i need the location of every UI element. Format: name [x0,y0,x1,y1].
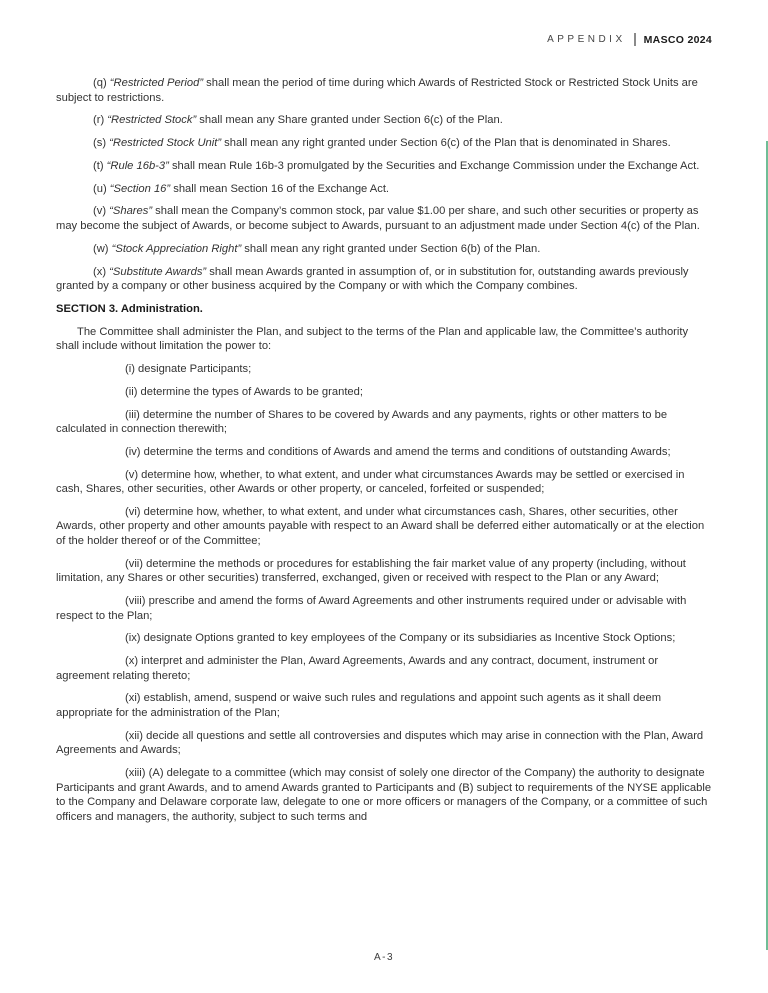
defined-term: “Shares” [109,205,153,218]
power-text: designate Options granted to key employees of the Company or its subsidiaries as Incentive Stock Options; [143,632,676,645]
defined-term: “Substitute Awards” [109,265,207,278]
power-numeral: (xii) [125,729,144,742]
power-text: establish, amend, suspend or waive such rules and regulations and appoint such agents as it shall deem appropriate for the administration of the Plan; [56,692,662,719]
power-item [56,468,714,497]
power-numeral: (vi) [125,505,141,518]
definition-letter: (t) [93,159,104,172]
power-text: determine the terms and conditions of Awards and amend the terms and conditions of outstanding Awards; [143,445,671,458]
definition-paragraph [56,204,714,233]
power-text: interpret and administer the Plan, Award Agreements, Awards and any contract, document, instrument or agreement relating thereto; [56,655,659,682]
power-numeral: (iii) [125,408,140,421]
definition-text: shall mean Awards granted in assumption of, or in substitution for, outstanding awards previously granted by a company or other business acquired by the Company or with which the Company combines. [56,265,689,293]
powers-list [56,362,714,824]
power-numeral: (ix) [125,632,141,645]
defined-term: “Rule 16b-3” [106,159,169,172]
defined-term: “Section 16” [109,182,171,195]
power-numeral: (v) [125,468,139,481]
power-item [56,654,714,683]
power-numeral: (x) [125,655,139,668]
header-divider [634,33,636,46]
definition-letter: (x) [93,265,107,278]
definition-text: shall mean any right granted under Section 6(c) of the Plan that is denominated in Shares. [221,137,671,150]
power-item [56,631,714,646]
definition-letter: (r) [93,114,105,127]
section-intro: The Committee shall administer the Plan, and subject to the terms of the Plan and applicable law, the Committee’s authority shall include without limitation the power to: [56,325,689,353]
definition-paragraph [56,136,714,151]
power-numeral: (ii) [125,385,138,398]
appendix-label: APPENDIX [547,34,626,45]
definition-paragraph [56,242,714,257]
definition-paragraph [56,113,714,128]
defined-term: “Stock Appreciation Right” [111,242,242,255]
defined-term: “Restricted Stock” [107,114,197,127]
power-item [56,445,714,460]
document-body [56,76,714,824]
power-item [56,766,714,824]
power-text: determine the types of Awards to be granted; [140,385,363,398]
power-numeral: (i) [125,362,135,375]
brand-label: MASCO 2024 [643,33,712,46]
defined-term: “Restricted Stock Unit” [109,137,222,150]
power-item [56,408,714,437]
definition-paragraph [56,76,714,105]
definitions-list [56,76,714,294]
power-numeral: (iv) [125,445,141,458]
power-numeral: (xiii) [125,767,146,780]
power-text: prescribe and amend the forms of Award Agreements and other instruments required under or advisable with respect to the Plan; [56,595,687,622]
power-text: decide all questions and settle all controversies and disputes which may arise in connection with the Plan, Award Agreements and Awards; [56,729,704,757]
page-header [547,33,712,46]
power-text: determine how, whether, to what extent, and under what circumstances cash, Shares, other securities, other Awards, other property and other amounts payable with respect to an Award shall be deferred either automatically or at the election of the holder thereof or of the Committee; [56,505,705,547]
power-text: determine the number of Shares to be covered by Awards and any payments, rights or other matters to be calculated in connection therewith; [56,408,668,436]
power-numeral: (xi) [125,692,141,705]
definition-letter: (q) [93,77,107,89]
power-item [56,385,714,400]
power-item [56,505,714,549]
power-numeral: (vii) [125,557,144,570]
power-item [56,729,714,758]
power-text: determine how, whether, to what extent, and under what circumstances Awards may be settled or exercised in cash, Shares, other securities, other Awards or other property, or canceled, forfeited or suspended; [56,468,685,496]
section-heading: SECTION 3. Administration. [56,302,203,315]
definition-paragraph [56,182,714,197]
defined-term: “Restricted Period” [109,77,204,89]
power-text: (A) delegate to a committee (which may consist of solely one director of the Company) the authority to designate Participants and grant Awards, and to amend Awards granted to Participants and (B) subject to requirements of the NYSE applicable to the Company and Delaware corporate law, delegate to one or more officers or managers of the Company, or a committee of such officers and managers, the authority, subject to such terms and [56,767,712,823]
definition-text: shall mean Section 16 of the Exchange Act. [170,182,390,195]
definition-text: shall mean Rule 16b-3 promulgated by the Securities and Exchange Commission under the Exchange Act. [168,159,700,172]
definition-text: shall mean any right granted under Section 6(b) of the Plan. [241,242,541,255]
definition-letter: (v) [93,205,107,218]
definition-letter: (s) [93,137,107,150]
definition-text: shall mean any Share granted under Section 6(c) of the Plan. [196,114,503,127]
definition-paragraph [56,265,714,294]
power-item [56,691,714,720]
power-numeral: (viii) [125,595,146,608]
page-footer [0,952,768,963]
power-item [56,594,714,623]
power-item [56,362,714,377]
definition-letter: (w) [93,242,109,255]
page-number: A-3 [373,952,395,963]
power-text: determine the methods or procedures for establishing the fair market value of any property (including, without limitation, any Shares or other securities) transferred, exchanged, given or received with respect to the Plan or any Award; [56,557,686,585]
power-text: designate Participants; [138,362,252,375]
definition-paragraph [56,159,714,174]
definition-text: shall mean the Company’s common stock, par value $1.00 per share, and such other securities or property as may become the subject of Awards, or become subject to Awards, pursuant to an adjustment made under Section 4(c) of the Plan. [56,205,700,232]
power-item [56,557,714,586]
definition-letter: (u) [93,182,107,195]
definition-text: shall mean the period of time during which Awards of Restricted Stock or Restricted Stock Units are subject to restrictions. [56,77,698,104]
